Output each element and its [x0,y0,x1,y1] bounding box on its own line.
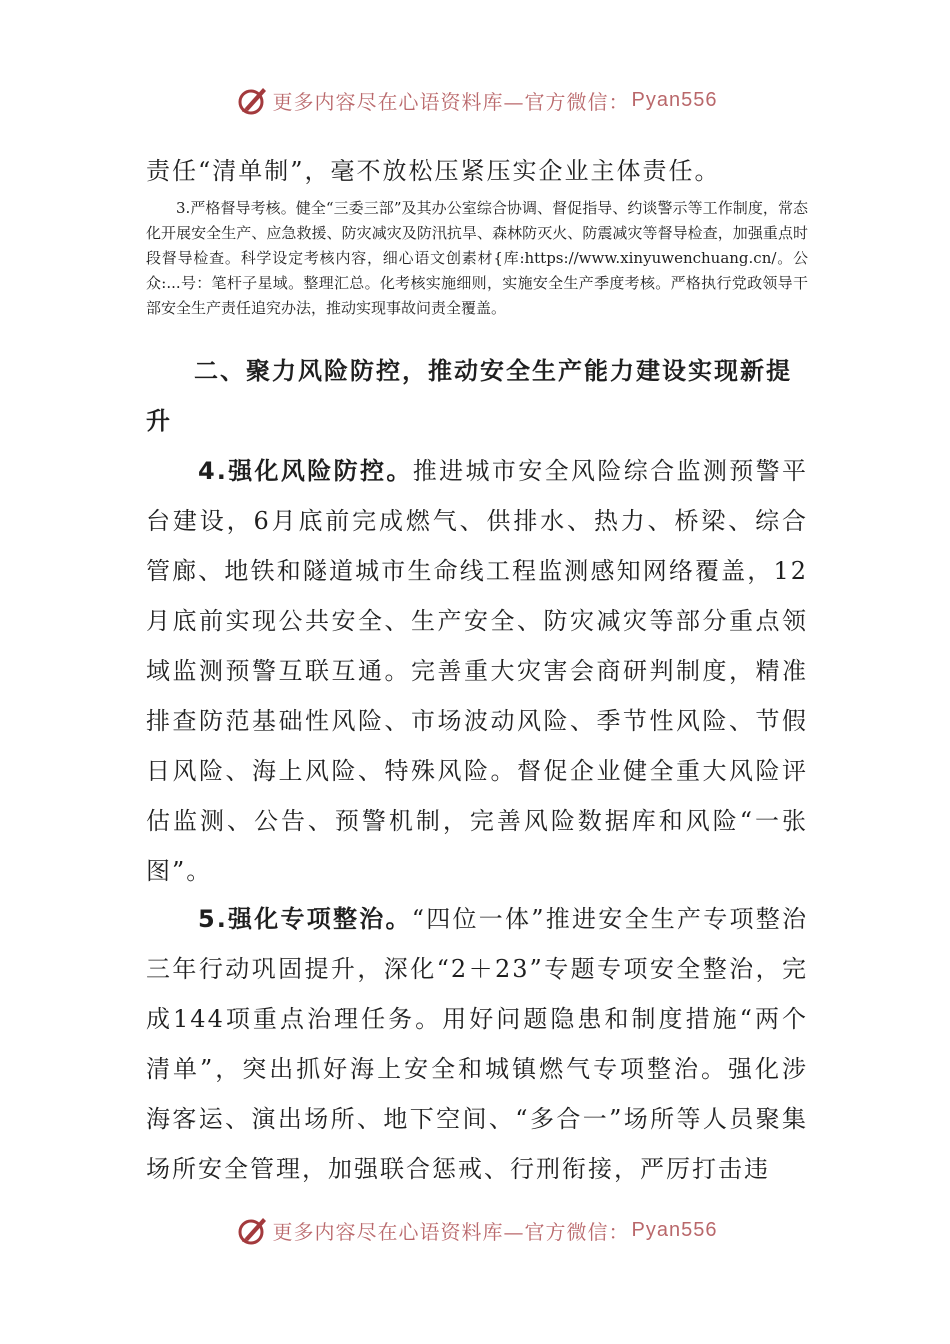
item-5-text: “四位一体”推进安全生产专项整治三年行动巩固提升，深化“2＋23”专题专项安全整治，完成144项重点治理任务。用好问题隐患和制度措施“两个清单”，突出抓好海上安全和城镇燃气专项整治。强化涉海客运、演出场所、地下空间、“多合一”场所等人员聚集场所安全管理，加强联合惩戒、行刑衔接，严厉打击违 [146,905,808,1183]
watermark-footer [0,1208,950,1252]
item-4-text: 推进城市安全风险综合监测预警平台建设，6月底前完成燃气、供排水、热力、桥梁、综合管廊、地铁和隧道城市生命线工程监测感知网络覆盖，12月底前实现公共安全、生产安全、防灾减灾等部分重点领域监测预警互联互通。完善重大灾害会商研判制度，精准排查防范基础性风险、市场波动风险、季节性风险、节假日风险、海上风险、特殊风险。督促企业健全重大风险评估监测、公告、预警机制，完善风险数据库和风险“一张图”。 [146,457,808,885]
watermark-text: 更多内容尽在心语资料库—官方微信： [272,89,630,114]
paragraph-continuation: 责任“清单制”，毫不放松压紧压实企业主体责任。 [146,157,721,185]
item-3-paragraph: 3.严格督导考核。健全“三委三部”及其办公室综合协调、督促指导、约谈警示等工作制度，常态化开展安全生产、应急救援、防灾减灾及防汛抗旱、森林防灭火、防震减灾等督导检查，加强重点时段督导检查。科学设定考核内容，细心语文创素材{库:https://www.xinyuwenchuang.cn/。公众:...号：笔杆子星域。整理汇总。化考核实施细则，实施安全生产季度考核。严格执行党政领导干部安全生产责任追究办法，推动实现事故问责全覆盖。 [146,199,808,317]
watermark-wechat-id: Pyan556 [631,1218,718,1241]
section-2-block [146,346,808,446]
item-4-lead: 4.强化风险防控。 [198,457,413,485]
pen-nib-circle-icon [233,82,269,118]
item-3-block [146,196,808,321]
watermark-wechat-id: Pyan556 [631,88,718,111]
item-5-lead: 5.强化专项整治。 [198,905,412,933]
item-4-block [146,446,808,896]
document-body [146,146,808,196]
item-5-paragraph [146,894,808,1194]
item-4-paragraph [146,446,808,896]
pen-nib-circle-icon [233,1212,269,1248]
watermark-text: 更多内容尽在心语资料库—官方微信： [272,1219,630,1244]
item-5-block [146,894,808,1194]
watermark-header [0,78,950,122]
section-2-heading: 二、聚力风险防控，推动安全生产能力建设实现新提升 [146,357,792,435]
